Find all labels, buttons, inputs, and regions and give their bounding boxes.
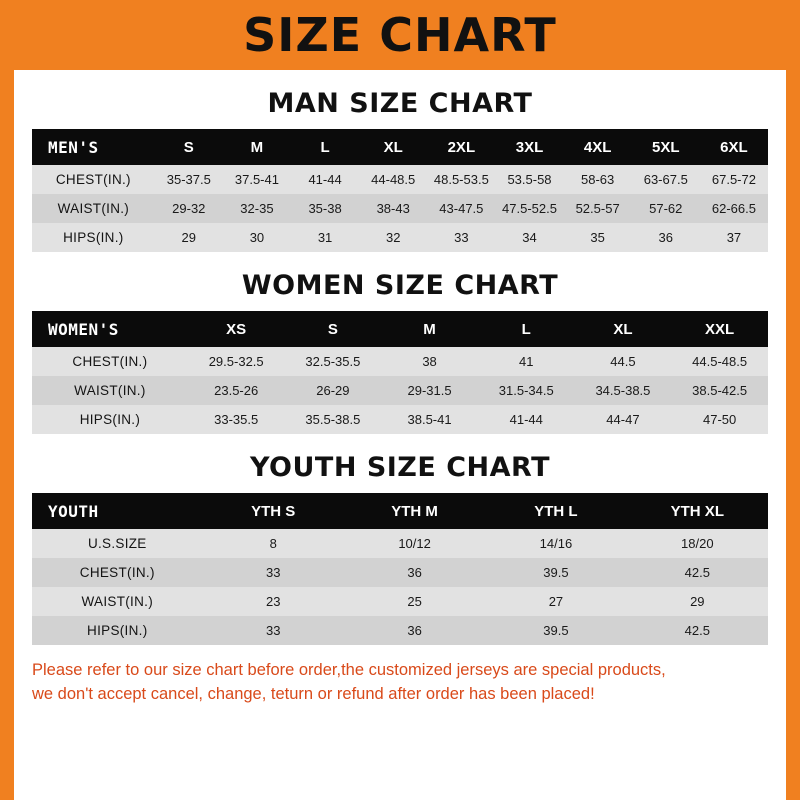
table-youth-col-3: YTH XL bbox=[627, 493, 768, 529]
cell: 31 bbox=[291, 223, 359, 252]
cell: 62-66.5 bbox=[700, 194, 768, 223]
table-women-body bbox=[32, 347, 768, 434]
section-women bbox=[14, 270, 786, 434]
cell: 10/12 bbox=[344, 529, 485, 558]
row-label: CHEST(IN.) bbox=[32, 558, 203, 587]
row-label: WAIST(IN.) bbox=[32, 194, 155, 223]
table-man-col-4: 2XL bbox=[427, 129, 495, 165]
cell: 38.5-42.5 bbox=[671, 376, 768, 405]
cell: 48.5-53.5 bbox=[427, 165, 495, 194]
table-row bbox=[32, 223, 768, 252]
cell: 44-47 bbox=[575, 405, 672, 434]
table-women-col-3: L bbox=[478, 311, 575, 347]
row-label: CHEST(IN.) bbox=[32, 165, 155, 194]
cell: 29.5-32.5 bbox=[188, 347, 285, 376]
cell: 37 bbox=[700, 223, 768, 252]
table-header-row bbox=[32, 129, 768, 165]
row-label: WAIST(IN.) bbox=[32, 376, 188, 405]
section-title-man: MAN SIZE CHART bbox=[267, 88, 533, 119]
table-man-col-3: XL bbox=[359, 129, 427, 165]
cell: 58-63 bbox=[564, 165, 632, 194]
cell: 30 bbox=[223, 223, 291, 252]
cell: 31.5-34.5 bbox=[478, 376, 575, 405]
table-man-col-6: 4XL bbox=[564, 129, 632, 165]
table-row bbox=[32, 376, 768, 405]
table-row bbox=[32, 347, 768, 376]
table-row bbox=[32, 529, 768, 558]
cell: 35.5-38.5 bbox=[285, 405, 382, 434]
cell: 33-35.5 bbox=[188, 405, 285, 434]
cell: 42.5 bbox=[627, 616, 768, 645]
table-header-row bbox=[32, 311, 768, 347]
row-label: CHEST(IN.) bbox=[32, 347, 188, 376]
cell: 35-38 bbox=[291, 194, 359, 223]
cell: 52.5-57 bbox=[564, 194, 632, 223]
footer-note bbox=[32, 659, 768, 707]
cell: 47-50 bbox=[671, 405, 768, 434]
cell: 36 bbox=[344, 558, 485, 587]
row-label: HIPS(IN.) bbox=[32, 223, 155, 252]
cell: 27 bbox=[485, 587, 626, 616]
table-man-col-1: M bbox=[223, 129, 291, 165]
table-women-col-2: M bbox=[381, 311, 478, 347]
cell: 38.5-41 bbox=[381, 405, 478, 434]
footer-note-line-2: we don't accept cancel, change, teturn or refund after order has been placed! bbox=[32, 684, 595, 703]
table-man-body bbox=[32, 165, 768, 252]
section-title-youth: YOUTH SIZE CHART bbox=[249, 452, 551, 483]
table-man-head bbox=[32, 129, 768, 165]
page-title: SIZE CHART bbox=[243, 8, 557, 62]
cell: 33 bbox=[427, 223, 495, 252]
cell: 33 bbox=[203, 558, 344, 587]
table-women-col-4: XL bbox=[575, 311, 672, 347]
table-youth-corner: YOUTH bbox=[32, 493, 203, 529]
banner bbox=[0, 0, 800, 70]
cell: 37.5-41 bbox=[223, 165, 291, 194]
cell: 8 bbox=[203, 529, 344, 558]
table-man-col-2: L bbox=[291, 129, 359, 165]
cell: 29-31.5 bbox=[381, 376, 478, 405]
table-man bbox=[32, 129, 768, 252]
table-women-col-5: XXL bbox=[671, 311, 768, 347]
cell: 41-44 bbox=[478, 405, 575, 434]
table-row bbox=[32, 558, 768, 587]
table-man-col-7: 5XL bbox=[632, 129, 700, 165]
cell: 38 bbox=[381, 347, 478, 376]
table-women-corner: WOMEN'S bbox=[32, 311, 188, 347]
cell: 43-47.5 bbox=[427, 194, 495, 223]
cell: 57-62 bbox=[632, 194, 700, 223]
cell: 41-44 bbox=[291, 165, 359, 194]
cell: 36 bbox=[344, 616, 485, 645]
table-row bbox=[32, 405, 768, 434]
table-women-col-0: XS bbox=[188, 311, 285, 347]
cell: 34 bbox=[495, 223, 563, 252]
cell: 42.5 bbox=[627, 558, 768, 587]
table-row bbox=[32, 587, 768, 616]
row-label: U.S.SIZE bbox=[32, 529, 203, 558]
table-youth bbox=[32, 493, 768, 645]
cell: 18/20 bbox=[627, 529, 768, 558]
table-youth-head bbox=[32, 493, 768, 529]
table-man-col-8: 6XL bbox=[700, 129, 768, 165]
table-women bbox=[32, 311, 768, 434]
cell: 14/16 bbox=[485, 529, 626, 558]
table-youth-col-0: YTH S bbox=[203, 493, 344, 529]
cell: 33 bbox=[203, 616, 344, 645]
section-man bbox=[14, 88, 786, 252]
table-row bbox=[32, 165, 768, 194]
cell: 38-43 bbox=[359, 194, 427, 223]
cell: 25 bbox=[344, 587, 485, 616]
footer-note-line-1: Please refer to our size chart before order,the customized jerseys are special products, bbox=[32, 661, 666, 679]
cell: 63-67.5 bbox=[632, 165, 700, 194]
cell: 44-48.5 bbox=[359, 165, 427, 194]
cell: 47.5-52.5 bbox=[495, 194, 563, 223]
table-women-col-1: S bbox=[285, 311, 382, 347]
section-title-women: WOMEN SIZE CHART bbox=[241, 270, 559, 301]
cell: 53.5-58 bbox=[495, 165, 563, 194]
row-label: HIPS(IN.) bbox=[32, 616, 203, 645]
cell: 67.5-72 bbox=[700, 165, 768, 194]
cell: 32 bbox=[359, 223, 427, 252]
cell: 44.5 bbox=[575, 347, 672, 376]
table-youth-col-1: YTH M bbox=[344, 493, 485, 529]
table-women-head bbox=[32, 311, 768, 347]
cell: 29 bbox=[627, 587, 768, 616]
cell: 32-35 bbox=[223, 194, 291, 223]
cell: 26-29 bbox=[285, 376, 382, 405]
cell: 23.5-26 bbox=[188, 376, 285, 405]
table-row bbox=[32, 616, 768, 645]
cell: 32.5-35.5 bbox=[285, 347, 382, 376]
cell: 23 bbox=[203, 587, 344, 616]
cell: 35 bbox=[564, 223, 632, 252]
cell: 41 bbox=[478, 347, 575, 376]
table-man-col-5: 3XL bbox=[495, 129, 563, 165]
cell: 29 bbox=[155, 223, 223, 252]
row-label: WAIST(IN.) bbox=[32, 587, 203, 616]
cell: 39.5 bbox=[485, 558, 626, 587]
table-youth-col-2: YTH L bbox=[485, 493, 626, 529]
section-youth bbox=[14, 452, 786, 645]
cell: 44.5-48.5 bbox=[671, 347, 768, 376]
cell: 34.5-38.5 bbox=[575, 376, 672, 405]
table-row bbox=[32, 194, 768, 223]
table-man-corner: MEN'S bbox=[32, 129, 155, 165]
cell: 39.5 bbox=[485, 616, 626, 645]
cell: 29-32 bbox=[155, 194, 223, 223]
table-header-row bbox=[32, 493, 768, 529]
table-youth-body bbox=[32, 529, 768, 645]
table-man-col-0: S bbox=[155, 129, 223, 165]
cell: 35-37.5 bbox=[155, 165, 223, 194]
row-label: HIPS(IN.) bbox=[32, 405, 188, 434]
cell: 36 bbox=[632, 223, 700, 252]
